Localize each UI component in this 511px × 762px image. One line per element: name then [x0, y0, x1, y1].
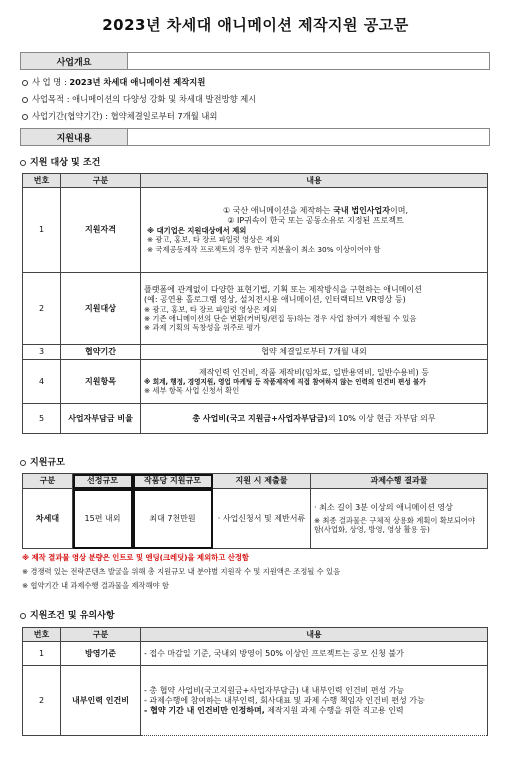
circle-bullet-icon — [20, 613, 26, 619]
note: ※ 제작 결과물 영상 분량은 인트로 및 엔딩(크레딧)을 제외하고 산정함 — [22, 553, 249, 562]
section-title: 지원규모 — [20, 455, 65, 468]
table-row: 3 협약기간 협약 체결일로부터 7개월 내외 — [23, 345, 488, 360]
table-row: 4 지원항목 제작인력 인건비, 작품 제작비(임차료, 일반용역비, 일반수용비) 등 ※ 회계, 행정, 경영지원, 영업 마케팅 등 작품제작에 직접 참여하지 않는 인력의 인건비 편성 불가 ※ 세부 항목 사업 신청서 확인 — [23, 360, 488, 404]
overview-item: 사업목적 : 애니메이션의 다양성 강화 및 차세대 발전방향 제시 — [22, 93, 256, 105]
overview-header-bar — [20, 52, 490, 70]
support-header-bar — [20, 128, 490, 146]
overview-item: 사업기간(협약기간) : 협약체결일로부터 7개월 내외 — [22, 110, 217, 122]
circle-bullet-icon — [20, 460, 26, 466]
table-row: 2 지원대상 플랫폼에 관계없이 다양한 표현기법, 기획 또는 제작방식을 구현하는 애니메이션 (예: 공연용 홀로그램 영상, 설치전시용 애니메이션, 인터랙티브 VR영상 등) ※ 광고, 홍보, 타 장르 파일럿 영상은 제외 ※ 기존 애니메이션의 단순 변환(커버팅/편집 등)하는 경우 사업 참여가 제한될 수 있음 ※ 과제 기획의 독창성을 위주로 평가 — [23, 273, 488, 345]
circle-bullet-icon — [22, 97, 28, 103]
circle-bullet-icon — [22, 114, 28, 120]
table-row: 2 내부인력 인건비 - 총 협약 사업비(국고지원금+사업자부담금) 내 내부인력 인건비 편성 가능 - 과제수행에 참여하는 내부인력, 회사대표 및 과제 수행 책임자 인건비 편성 가능 - 협약 기간 내 인건비만 인정하며, 제작지원 과제 수행을 위한 직고용 인력 — [23, 666, 488, 736]
circle-bullet-icon — [20, 160, 26, 166]
circle-bullet-icon — [22, 80, 28, 86]
note: ※ 협약기간 내 과제수행 결과물을 제작해야 함 — [22, 581, 169, 590]
table-row: 차세대 15편 내외 최대 7천만원 · 사업신청서 및 제반서류 · 최소 길이 3분 이상의 애니메이션 영상 ※ 최종 결과물은 구체적 상용화 계획이 확보되어야 함(사업화, 상영, 방영, 영상 활용 등) — [23, 489, 488, 549]
table-header: 내용 — [141, 174, 488, 188]
support-scale-table: 구분 선정규모 작품당 지원규모 지원 시 제출물 과제수행 결과물 차세대 15편 내외 최대 7천만원 · 사업신청서 및 제반서류 · 최소 길이 3분 이상의 애니메이션 영상 ※ 최종 결과물은 구체적 상용화 계획이 확보되어야 함(사업화, 상영, 방영, 영상 활용 등) — [22, 473, 488, 549]
overview-item: 사 업 명 : 2023년 차세대 애니메이션 제작지원 — [22, 76, 205, 88]
conditions-table: 번호 구분 내용 1 방영기준 - 접수 마감일 기준, 국내외 방영이 50% 이상인 프로젝트는 공모 신청 불가 2 내부인력 인건비 - 총 협약 사업비(국고지원금+사업자부담금) 내 내부인력 인건비 편성 가능 - 과제수행에 참여하는 내부인력, 회사대표 및 과제 수행 책임자 인건비 편성 가능 - 협약 기간 내 인건비만 인정하며, 제작지원 과제 수행을 위한 직고용 인력 — [22, 627, 488, 736]
table-row: 1 지원자격 ① 국산 애니메이션을 제작하는 국내 법인사업자이며, ② IP귀속이 한국 또는 공동소유로 지정된 프로젝트 ※ 대기업은 지원대상에서 제외 ※ 광고, 홍보, 타 장르 파일럿 영상은 제외 ※ 국제공동제작 프로젝트의 경우 한국 지분율이 최소 30% 이상이어야 함 — [23, 188, 488, 273]
page-title: 2023년 차세대 애니메이션 제작지원 공고문 — [102, 16, 409, 34]
table-row: 1 방영기준 - 접수 마감일 기준, 국내외 방영이 50% 이상인 프로젝트는 공모 신청 불가 — [23, 642, 488, 666]
section-title: 지원조건 및 유의사항 — [20, 608, 115, 621]
section-title: 지원 대상 및 조건 — [20, 155, 100, 168]
table-header: 번호 — [23, 174, 61, 188]
table-row: 5 사업자부담금 비율 총 사업비(국고 지원금+사업자부담금)의 10% 이상 현금 자부담 의무 — [23, 404, 488, 434]
overview-header: 사업개요 — [21, 53, 128, 69]
table-header: 구분 — [61, 174, 141, 188]
support-header: 지원내용 — [21, 129, 128, 145]
note: ※ 경쟁력 있는 전략콘텐츠 발굴을 위해 총 지원규모 내 분야별 지원작 수 및 지원액은 조정될 수 있음 — [22, 567, 341, 576]
support-conditions-table — [22, 173, 488, 434]
